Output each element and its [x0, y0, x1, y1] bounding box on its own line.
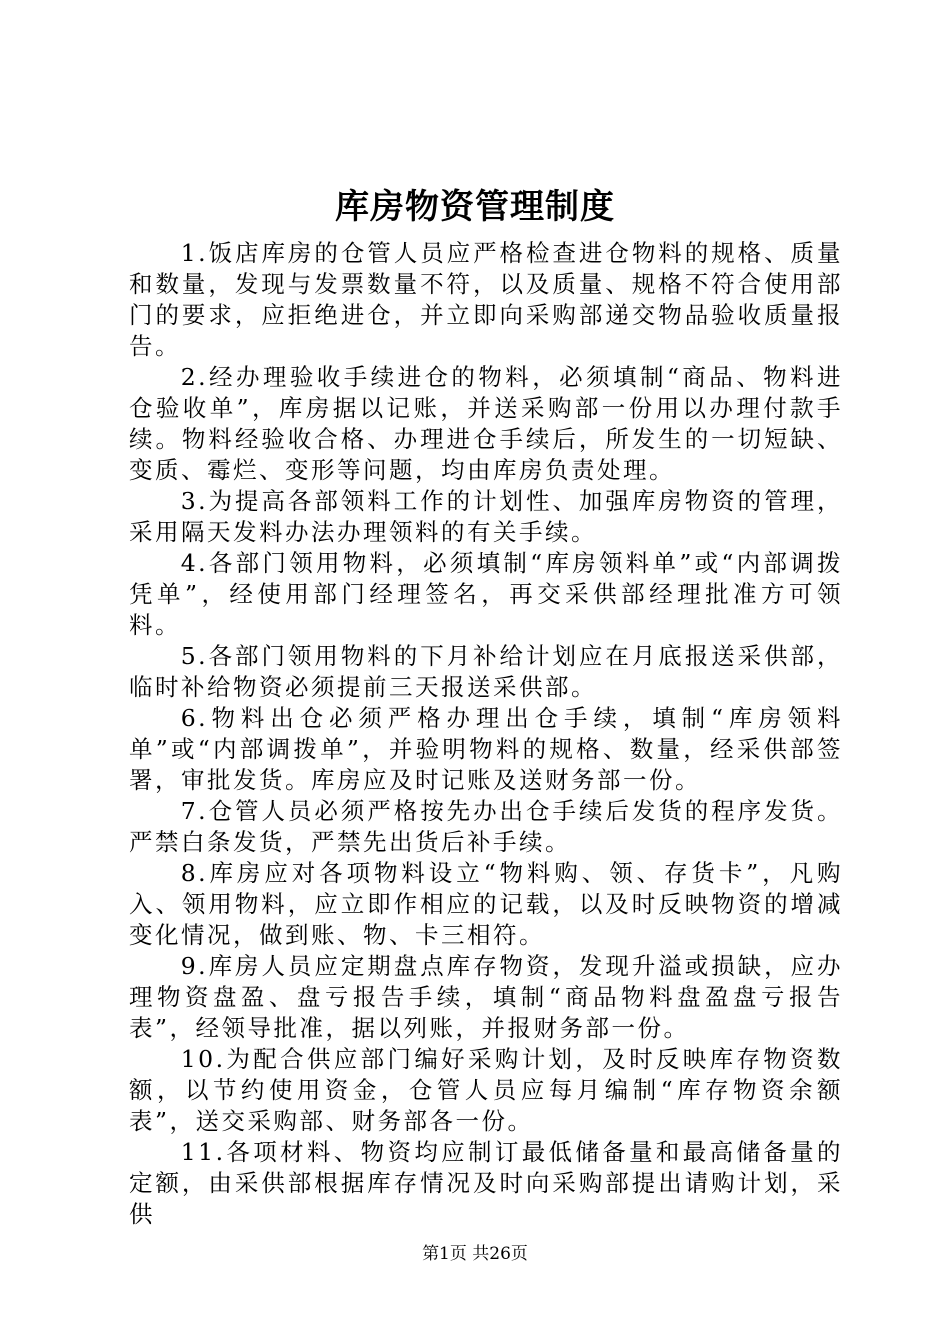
paragraph-6: 6.物料出仓必须严格办理出仓手续，填制“库房领料单”或“内部调拨单”，并验明物料的规格、数量，经采供部签署，审批发货。库房应及时记账及送财务部一份。	[129, 704, 843, 794]
paragraph-11: 11.各项材料、物资均应制订最低储备量和最高储备量的定额，由采供部根据库存情况及时向采购部提出请购计划，采供	[129, 1138, 843, 1228]
paragraph-8: 8.库房应对各项物料设立“物料购、领、存货卡”，凡购入、领用物料，应立即作相应的记载，以及时反映物资的增减变化情况，做到账、物、卡三相符。	[129, 859, 843, 949]
paragraph-5: 5.各部门领用物料的下月补给计划应在月底报送采供部，临时补给物资必须提前三天报送采供部。	[129, 642, 843, 701]
paragraph-2: 2.经办理验收手续进仓的物料，必须填制“商品、物料进仓验收单”，库房据以记账，并送采购部一份用以办理付款手续。物料经验收合格、办理进仓手续后，所发生的一切短缺、变质、霉烂、变形等问题，均由库房负责处理。	[129, 363, 843, 484]
paragraph-3: 3.为提高各部领料工作的计划性、加强库房物资的管理，采用隔天发料办法办理领料的有关手续。	[129, 487, 843, 546]
paragraph-4: 4.各部门领用物料，必须填制“库房领料单”或“内部调拨凭单”，经使用部门经理签名，再交采供部经理批准方可领料。	[129, 549, 843, 639]
page-indicator: 第1页 共26页	[422, 1244, 528, 1264]
paragraph-7: 7.仓管人员必须严格按先办出仓手续后发货的程序发货。严禁白条发货，严禁先出货后补手续。	[129, 797, 843, 856]
paragraph-10: 10.为配合供应部门编好采购计划，及时反映库存物资数额，以节约使用资金，仓管人员应每月编制“库存物资余额表”，送交采购部、财务部各一份。	[129, 1045, 843, 1135]
paragraph-9: 9.库房人员应定期盘点库存物资，发现升溢或损缺，应办理物资盘盈、盘亏报告手续，填制“商品物料盘盈盘亏报告表”，经领导批准，据以列账，并报财务部一份。	[129, 952, 843, 1042]
document-body	[129, 238, 843, 1230]
document-title: 库房物资管理制度	[335, 187, 615, 227]
paragraph-1: 1.饭店库房的仓管人员应严格检查进仓物料的规格、质量和数量，发现与发票数量不符，以及质量、规格不符合使用部门的要求，应拒绝进仓，并立即向采购部递交物品验收质量报告。	[129, 239, 843, 360]
